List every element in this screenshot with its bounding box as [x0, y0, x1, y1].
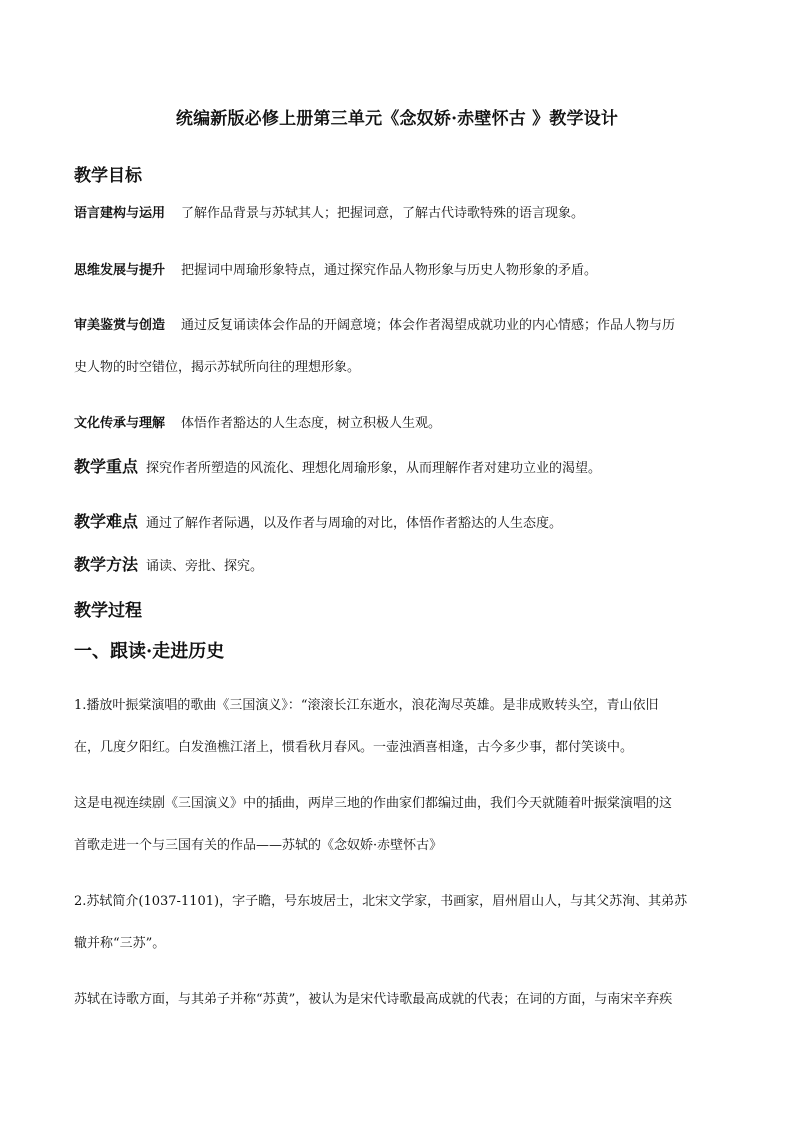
objective-text: 把握词中周瑜形象特点，通过探究作品人物形象与历史人物形象的矛盾。 — [181, 263, 598, 278]
objective-language — [74, 204, 726, 224]
paragraph-line: 在，几度夕阳红。白发渔樵江渚上，惯看秋月春风。一壶浊酒喜相逢，古今多少事，都付笑谈中。 — [74, 740, 634, 755]
method — [74, 555, 726, 577]
paragraph-line: 2.苏轼简介(1037-1101)，字子瞻，号东坡居士，北宋文学家，书画家，眉州眉山人，与其父苏洵、其弟苏 — [74, 894, 688, 909]
objective-text: 通过反复诵读体会作品的开阔意境；体会作者渴望成就功业的内心情感；作品人物与历 — [181, 318, 676, 333]
objective-label: 思维发展与提升 — [74, 263, 166, 278]
objective-thinking — [74, 261, 726, 281]
method-label: 教学方法 — [74, 555, 139, 574]
objective-text: 了解作品背景与苏轼其人；把握词意，了解古代诗歌特殊的语言现象。 — [181, 206, 585, 221]
objective-culture — [74, 414, 726, 434]
objective-aesthetic — [74, 316, 726, 336]
difficulty-label: 教学难点 — [74, 512, 139, 531]
objective-text: 体悟作者豁达的人生态度，树立积极人生观。 — [181, 416, 442, 431]
objective-label: 文化传承与理解 — [74, 416, 166, 431]
method-text: 诵读、旁批、探究。 — [146, 559, 264, 574]
objective-label: 审美鉴赏与创造 — [74, 318, 166, 333]
difficulty — [74, 512, 726, 534]
process-heading: 教学过程 — [74, 601, 142, 621]
section1-heading: 一、跟读·走进历史 — [74, 641, 225, 662]
paragraph-line: 这是电视连续剧《三国演义》中的插曲，两岸三地的作曲家们都编过曲，我们今天就随着叶振棠演唱的这 — [74, 796, 673, 811]
objective-label: 语言建构与运用 — [74, 206, 166, 221]
paragraph-line: 苏轼在诗歌方面，与其弟子并称“苏黄”，被认为是宋代诗歌最高成就的代表；在词的方面，与南宋辛弃疾 — [74, 992, 673, 1007]
objective-aesthetic-continued: 史人物的时空错位，揭示苏轼所向往的理想形象。 — [74, 360, 361, 375]
document-title: 统编新版必修上册第三单元《念奴娇·赤壁怀古 》教学设计 — [175, 109, 619, 129]
key-point-label: 教学重点 — [74, 457, 139, 476]
key-point-text: 探究作者所塑造的风流化、理想化周瑜形象，从而理解作者对建功立业的渴望。 — [146, 461, 602, 476]
objectives-heading: 教学目标 — [74, 166, 142, 186]
paragraph-line: 首歌走进一个与三国有关的作品——苏轼的《念奴娇·赤壁怀古》 — [74, 838, 443, 853]
key-point — [74, 457, 726, 479]
difficulty-text: 通过了解作者际遇，以及作者与周瑜的对比，体悟作者豁达的人生态度。 — [146, 516, 563, 531]
paragraph-line: 辙并称“三苏”。 — [74, 936, 166, 951]
paragraph-line: 1.播放叶振棠演唱的歌曲《三国演义》：“滚滚长江东逝水，浪花淘尽英雄。是非成败转头空，青山依旧 — [74, 698, 659, 713]
